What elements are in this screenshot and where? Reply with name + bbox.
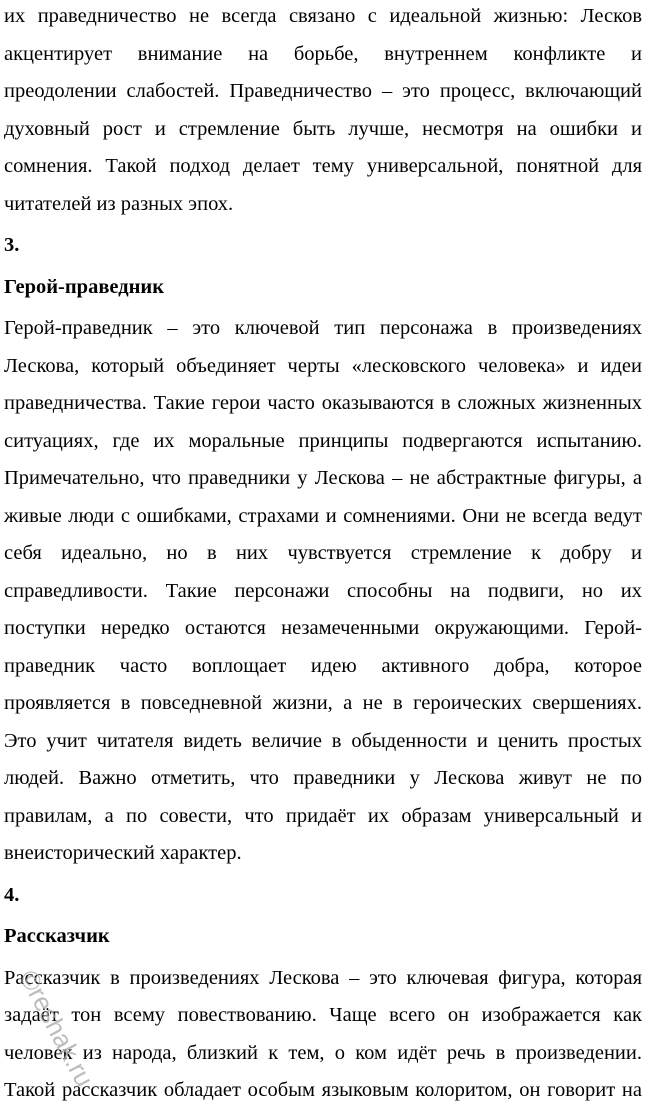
document-page <box>4 0 642 1110</box>
section-4-title: Рассказчик <box>4 925 110 947</box>
section-3-number: 3. <box>4 234 20 256</box>
text-line: сомнения. Такой подход делает тему универсальной, понятной для <box>4 155 642 177</box>
text-line: преодолении слабостей. Праведничество – это процесс, включающий <box>4 80 642 102</box>
text-line: Такой рассказчик обладает особым языковым колоритом, он говорит на <box>4 1079 642 1101</box>
section-4-number: 4. <box>4 883 20 906</box>
text-line: справедливости. Такие персонажи способны на подвиги, но их <box>4 579 642 602</box>
section-3-title: Герой-праведник <box>4 275 165 298</box>
text-line: Герой-праведник – это ключевой тип персонажа в произведениях <box>4 317 642 339</box>
text-line: праведник часто воплощает идею активного добра, которое <box>4 654 642 677</box>
text-line: духовный рост и стремление быть лучше, несмотря на ошибки и <box>4 117 642 140</box>
watermark-logo: ©reshak.ru <box>13 965 100 1092</box>
text-line: себя идеально, но в них чувствуется стремление к добру и <box>4 542 642 564</box>
text-line: поступки нередко остаются незамеченными окружающими. Герой- <box>4 617 642 639</box>
text-line: Лескова, который объединяет черты «лесковского человека» и идеи <box>4 354 642 377</box>
paragraph-righteousness <box>4 0 642 223</box>
text-line: Это учит читателя видеть величие в обыденности и ценить простых <box>4 729 642 752</box>
text-line: Рассказчик в произведениях Лескова – это ключевая фигура, которая <box>4 966 642 989</box>
text-line: ситуациях, где их моральные принципы подвергаются испытанию. <box>4 429 642 452</box>
text-line: их праведничество не всегда связано с идеальной жизнью: Лесков <box>4 5 642 27</box>
paragraph-hero <box>4 310 642 873</box>
text-line: акцентирует внимание на борьбе, внутреннем конфликте и <box>4 42 642 65</box>
text-line: проявляется в повседневной жизни, а не в героических свершениях. <box>4 692 642 714</box>
text-line: правилам, а по совести, что придаёт их образам универсальный и <box>4 804 642 827</box>
text-line: людей. Важно отметить, что праведники у Лескова живут не по <box>4 767 642 789</box>
text-line: человек из народа, близкий к тем, о ком идёт речь в произведении. <box>4 1041 642 1064</box>
text-line: читателей из разных эпох. <box>4 192 234 215</box>
text-line: внеисторический характер. <box>4 842 242 864</box>
text-line: Примечательно, что праведники у Лескова – не абстрактные фигуры, а <box>4 467 642 489</box>
text-line: живые люди с ошибками, страхами и сомнениями. Они не всегда ведут <box>4 504 642 527</box>
text-line: задаёт тон всему повествованию. Чаще всего он изображается как <box>4 1004 642 1026</box>
paragraph-narrator <box>4 960 642 1110</box>
text-line: праведничества. Такие герои часто оказываются в сложных жизненных <box>4 392 642 414</box>
